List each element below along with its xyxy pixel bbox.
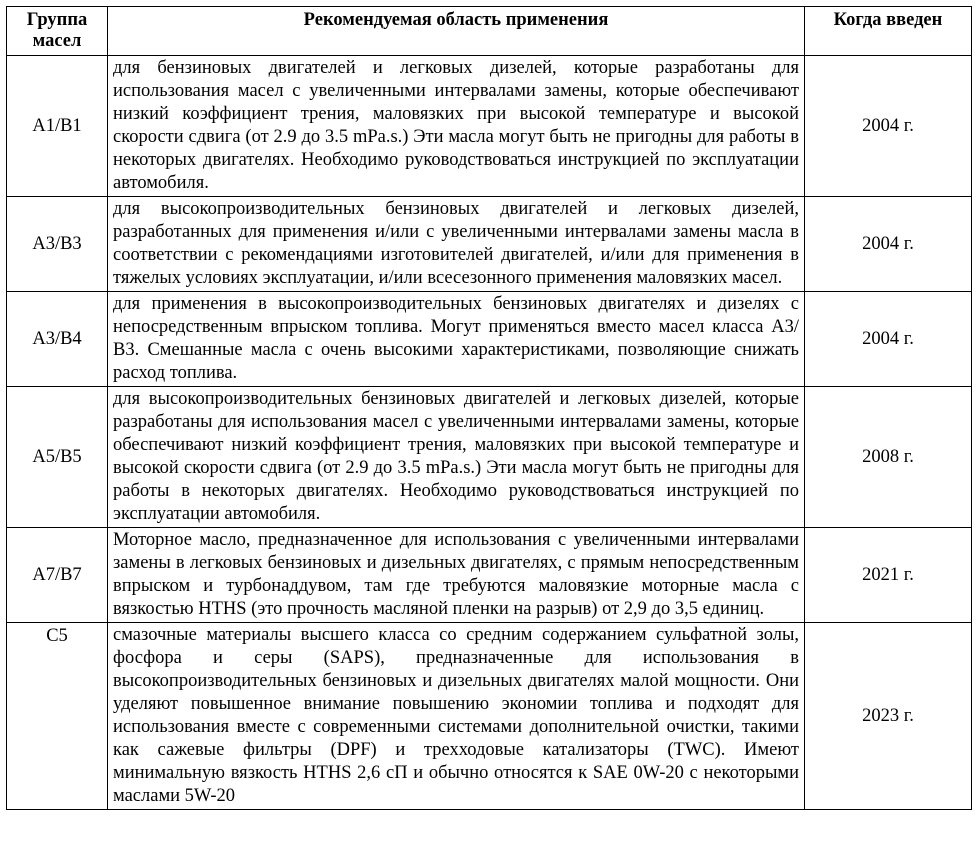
year-cell: 2023 г. [805,623,972,810]
description-cell: для применения в высокопроизводительных бензиновых двигателях и дизелях с непосредственным впрыском топлива. Могут применяться вместо масел класса А3/В3. Смешанные масла с очень высокими характеристиками, позволяющие снижать расход топлива. [108,292,805,387]
year-cell: 2004 г. [805,292,972,387]
table-row [7,387,972,528]
table-row [7,56,972,197]
year-cell: 2008 г. [805,387,972,528]
year-cell: 2004 г. [805,56,972,197]
table-row [7,292,972,387]
description-cell: для высокопроизводительных бензиновых двигателей и легковых дизелей, разработанных для применения и/или с увеличенными интервалами замены масла в соответствии с рекомендациями изготовителей двигателей, и/или для применения в тяжелых условиях эксплуатации, и/или всесезонного применения маловязких масел. [108,197,805,292]
table-row [7,197,972,292]
group-cell: A5/B5 [7,387,108,528]
group-cell: A7/B7 [7,528,108,623]
group-cell: A1/B1 [7,56,108,197]
description-cell: для бензиновых двигателей и легковых дизелей, которые разработаны для использования масел с увеличенными интервалами замены, которые обеспечивают низкий коэффициент трения, маловязких при высокой температуре и высокой скорости сдвига (от 2.9 до 3.5 mPa.s.) Эти масла могут быть не пригодны для работы в некоторых двигателях. Необходимо руководствоваться инструкцией по эксплуатации автомобиля. [108,56,805,197]
group-cell: A3/B4 [7,292,108,387]
group-cell: A3/B3 [7,197,108,292]
description-cell: Моторное масло, предназначенное для использования с увеличенными интервалами замены в легковых бензиновых и дизельных двигателях, с прямым непосредственным впрыском и турбонаддувом, там где требуются маловязкие моторные масла с вязкостью HTHS (это прочность масляной пленки на разрыв) от 2,9 до 3,5 единиц. [108,528,805,623]
table-row [7,528,972,623]
header-row [7,7,972,56]
header-group: Группа масел [7,7,108,56]
description-cell: смазочные материалы высшего класса со средним содержанием сульфатной золы, фосфора и серы (SAPS), предназначенные для использования в высокопроизводительных бензиновых и дизельных двигателях малой мощности. Они уделяют повышенное внимание повышению экономии топлива и подходят для использования вместе с современными системами дополнительной очистки, такими как сажевые фильтры (DPF) и трехходовые катализаторы (TWC). Имеют минимальную вязкость HTHS 2,6 сП и обычно относятся к SAE 0W-20 с некоторыми маслами 5W-20 [108,623,805,810]
header-introduced: Когда введен [805,7,972,56]
year-cell: 2004 г. [805,197,972,292]
description-cell: для высокопроизводительных бензиновых двигателей и легковых дизелей, которые разработаны для использования масел с увеличенными интервалами замены, которые обеспечивают низкий коэффициент трения, маловязких при высокой температуре и высокой скорости сдвига (от 2.9 до 3.5 mPa.s.) Эти масла могут быть не пригодны для работы в некоторых двигателях. Необходимо руководствоваться инструкцией по эксплуатации автомобиля. [108,387,805,528]
table-row [7,623,972,810]
year-cell: 2021 г. [805,528,972,623]
header-scope: Рекомендуемая область применения [108,7,805,56]
group-cell: C5 [7,623,108,810]
oil-classes-table [6,6,972,810]
